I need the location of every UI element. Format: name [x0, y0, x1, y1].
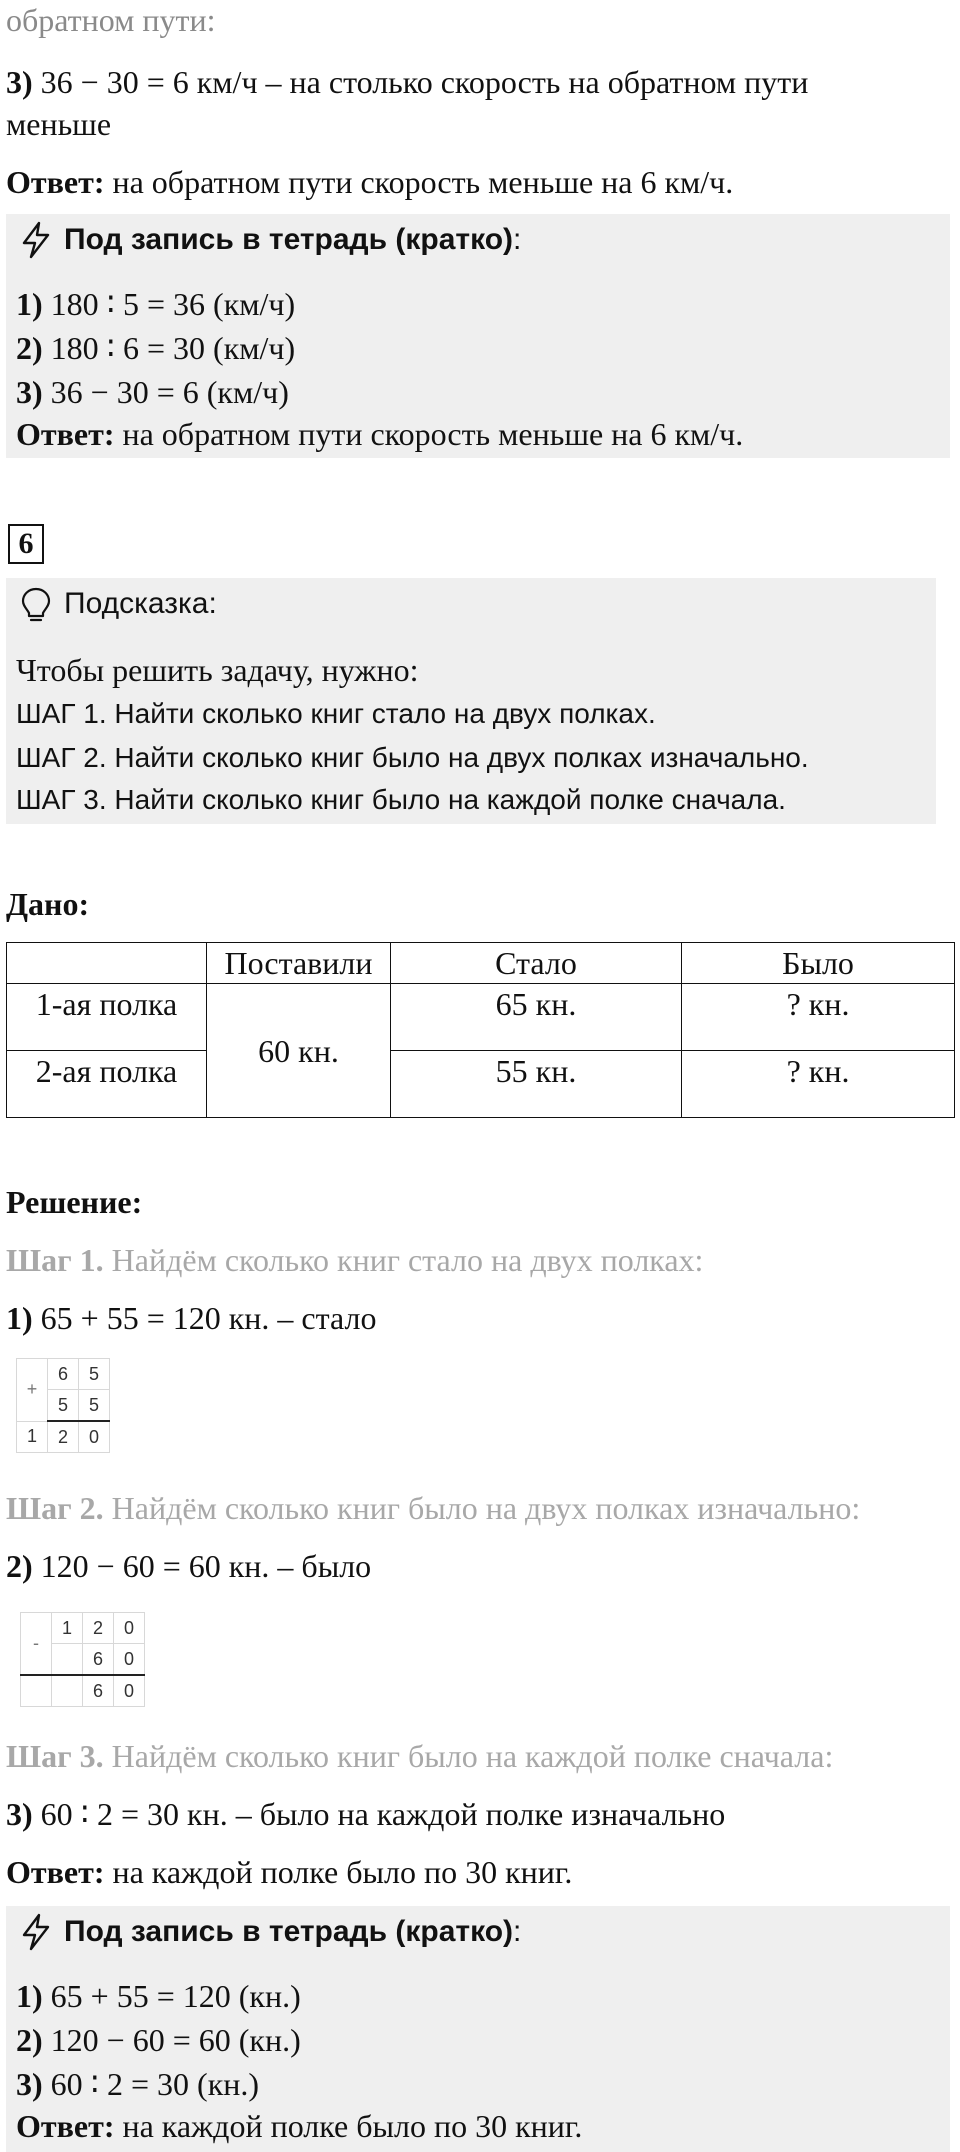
minus-sign: -: [21, 1613, 52, 1676]
digit-cell: 6: [83, 1675, 114, 1707]
notebook-header: [16, 1912, 521, 1952]
lightning-icon: [16, 1912, 56, 1952]
step-label: ШАГ 1.: [16, 698, 107, 729]
digit-cell: [21, 1675, 52, 1707]
answer-label: Ответ:: [16, 2108, 115, 2144]
step-text: Найдём сколько книг было на двух полках изначально:: [111, 1490, 861, 1526]
notebook-line: [16, 328, 295, 368]
line-number: 2): [16, 2022, 43, 2058]
given-label: Дано:: [6, 886, 90, 922]
step-label: Шаг 2.: [6, 1490, 104, 1526]
task-number: 6: [8, 524, 44, 564]
digit-cell: 1: [52, 1613, 83, 1644]
hint-title: Подсказка:: [64, 587, 217, 620]
digit-cell: 2: [48, 1421, 79, 1453]
table-row: [7, 1051, 955, 1118]
table-header-cell: Было: [682, 943, 955, 984]
table-header-cell: Стало: [391, 943, 682, 984]
answer-text: на обратном пути скорость меньше на 6 км/ч.: [122, 416, 744, 452]
equation-number: 3): [6, 1796, 33, 1832]
digit-cell: 0: [114, 1613, 145, 1644]
step-number: 3): [6, 64, 33, 100]
step-text: Найти сколько книг было на двух полках изначально.: [114, 742, 809, 773]
hint-step: [16, 780, 786, 820]
lightning-icon: [16, 220, 56, 260]
placed-value: 60 кн.: [207, 984, 391, 1118]
digit-cell: 5: [79, 1390, 110, 1422]
line-number: 3): [16, 374, 43, 410]
step-text: Найдём сколько книг было на каждой полке сначала:: [111, 1738, 834, 1774]
line-text: 120 − 60 = 60 (кн.): [50, 2022, 301, 2058]
column-subtraction: [20, 1612, 145, 1707]
column-addition: [16, 1358, 110, 1453]
equation-3: [6, 1794, 725, 1834]
digit-cell: 0: [114, 1675, 145, 1707]
step-text: Найти сколько книг стало на двух полках.: [114, 698, 656, 729]
line-text: 65 + 55 = 120 (кн.): [50, 1978, 301, 2014]
notebook-box: [6, 214, 950, 458]
notebook-line: [16, 2064, 259, 2104]
line-text: 180 ∶ 5 = 36 (км/ч): [50, 286, 296, 322]
equation-1: [6, 1298, 376, 1338]
solution-step-3: [6, 1736, 833, 1776]
answer-text: на каждой полке было по 30 книг.: [112, 1854, 573, 1890]
digit-cell: 6: [48, 1359, 79, 1390]
notebook-line: [16, 284, 295, 324]
prev-answer: [6, 162, 733, 202]
line-text: 180 ∶ 6 = 30 (км/ч): [50, 330, 296, 366]
step-label: Шаг 1.: [6, 1242, 104, 1278]
prev-text-line: обратном пути:: [6, 2, 216, 38]
hint-step: [16, 738, 809, 778]
hint-box: [6, 578, 936, 824]
table-header-row: [7, 943, 955, 984]
notebook-title: Под запись в тетрадь (кратко): [64, 223, 514, 256]
solution-step-1: [6, 1240, 703, 1280]
shelf-name: 1-ая полка: [7, 984, 207, 1051]
was-value: ? кн.: [682, 1051, 955, 1118]
digit-cell: [52, 1644, 83, 1676]
lightbulb-icon: [16, 584, 56, 624]
answer-label: Ответ:: [16, 416, 115, 452]
notebook-line: [16, 372, 289, 412]
was-value: ? кн.: [682, 984, 955, 1051]
equation-text: 65 + 55 = 120 кн. – стало: [40, 1300, 377, 1336]
line-number: 1): [16, 1978, 43, 2014]
equation-text: 60 ∶ 2 = 30 кн. – было на каждой полке изначально: [40, 1796, 726, 1832]
step-text: Найдём сколько книг стало на двух полках:: [111, 1242, 704, 1278]
prev-step-3: [6, 62, 808, 102]
table-header-cell: Поставили: [207, 943, 391, 984]
equation-number: 1): [6, 1300, 33, 1336]
answer-text: на каждой полке было по 30 книг.: [122, 2108, 583, 2144]
line-text: 60 ∶ 2 = 30 (кн.): [50, 2066, 260, 2102]
digit-cell: 1: [17, 1421, 48, 1453]
solution-answer: [6, 1852, 572, 1892]
title-colon: :: [513, 223, 522, 256]
notebook-title: Под запись в тетрадь (кратко): [64, 1915, 514, 1948]
hint-header: [16, 584, 217, 624]
equation-2: [6, 1546, 371, 1586]
equation-text: 120 − 60 = 60 кн. – было: [40, 1548, 372, 1584]
given-table: [6, 942, 955, 1118]
answer-label: Ответ:: [6, 164, 105, 200]
notebook-answer: [16, 2106, 582, 2146]
notebook-answer: [16, 414, 743, 454]
became-value: 55 кн.: [391, 1051, 682, 1118]
line-number: 3): [16, 2066, 43, 2102]
digit-cell: 5: [79, 1359, 110, 1390]
step-expression: 36 − 30 = 6 км/ч – на столько скорость на обратном пути: [40, 64, 809, 100]
step-label: ШАГ 2.: [16, 742, 107, 773]
solution-step-2: [6, 1488, 860, 1528]
became-value: 65 кн.: [391, 984, 682, 1051]
prev-step-3-continuation: меньше: [6, 106, 112, 142]
solution-label: Решение:: [6, 1184, 143, 1220]
digit-cell: 5: [48, 1390, 79, 1422]
digit-cell: [52, 1675, 83, 1707]
step-label: ШАГ 3.: [16, 784, 107, 815]
hint-intro: Чтобы решить задачу, нужно:: [16, 652, 419, 688]
line-number: 2): [16, 330, 43, 366]
notebook-box: [6, 1906, 950, 2152]
equation-number: 2): [6, 1548, 33, 1584]
notebook-header: [16, 220, 521, 260]
line-number: 1): [16, 286, 43, 322]
answer-text: на обратном пути скорость меньше на 6 км/ч.: [112, 164, 734, 200]
table-header-cell: [7, 943, 207, 984]
answer-label: Ответ:: [6, 1854, 105, 1890]
digit-cell: 2: [83, 1613, 114, 1644]
shelf-name: 2-ая полка: [7, 1051, 207, 1118]
title-colon: :: [513, 1915, 522, 1948]
notebook-line: [16, 2020, 301, 2060]
table-row: [7, 984, 955, 1051]
plus-sign: +: [17, 1359, 48, 1422]
digit-cell: 0: [79, 1421, 110, 1453]
hint-step: [16, 694, 656, 734]
step-text: Найти сколько книг было на каждой полке сначала.: [114, 784, 786, 815]
digit-cell: 6: [83, 1644, 114, 1676]
step-label: Шаг 3.: [6, 1738, 104, 1774]
line-text: 36 − 30 = 6 (км/ч): [50, 374, 289, 410]
digit-cell: 0: [114, 1644, 145, 1676]
notebook-line: [16, 1976, 301, 2016]
